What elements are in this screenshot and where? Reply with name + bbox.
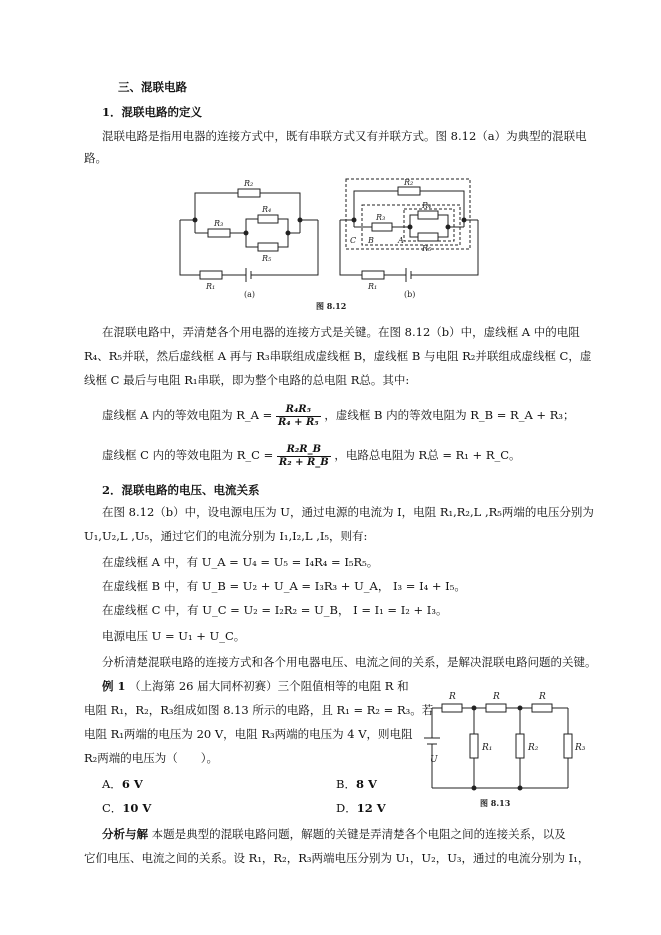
example-1-line-3: 电阻 R₁两端的电压为 20 V，电阻 R₃两端的电压为 4 V，则电阻 — [84, 727, 413, 741]
paragraph-4: 分析清楚混联电路的连接方式和各个用电器电压、电流之间的关系，是解决混联电路问题的关键。 — [102, 655, 597, 669]
equation-2-numerator: R₂R_B — [277, 444, 331, 457]
label-sub-b: (b) — [404, 290, 416, 299]
resistor-r4-b — [418, 211, 438, 219]
label-r-2: R — [493, 692, 500, 702]
equation-2-prefix: 虚线框 C 内的等效电阻为 R_C = — [102, 448, 274, 462]
figure-8-12 — [0, 175, 661, 310]
equation-2-denominator: R₂ + R_B — [278, 456, 329, 468]
paragraph-3-line-2: U₁,U₂,L ,U₅，通过它们的电流分别为 I₁,I₂,L ,I₅，则有: — [84, 529, 368, 543]
label-r-1: R — [449, 692, 456, 702]
example-1-text-1: （上海第 26 届大同杯初赛）三个阻值相等的电阻 R 和 — [129, 679, 409, 693]
example-1-line-2: 电阻 R₁，R₂，R₃组成如图 8.13 所示的电路，且 R₁ = R₂ = R₃。若 — [84, 703, 434, 717]
figure-8-13 — [422, 688, 602, 818]
resistor-r3-b — [372, 223, 392, 231]
resistor-r5-b — [418, 233, 438, 241]
equation-1-suffix: ，虚线框 B 内的等效电阻为 R_B = R_A + R₃； — [324, 408, 575, 422]
label-r1-813: R₁ — [482, 743, 493, 753]
relation-box-b: 在虚线框 B 中，有 U_B = U₂ + U_A = I₃R₃ + U_A， I₃ = I₄ + I₅。 — [102, 579, 466, 593]
circuit-a — [180, 189, 318, 282]
resistor-r5-a — [258, 243, 278, 251]
label-box-b: B — [368, 236, 374, 245]
option-d[interactable] — [336, 800, 386, 816]
resistor-r1-813 — [470, 734, 478, 758]
label-r2-b: R₂ — [404, 178, 414, 187]
relation-box-c: 在虚线框 C 中，有 U_C = U₂ = I₂R₂ = U_B， I = I₁ = I₂ + I₃。 — [102, 603, 448, 617]
label-box-a: A — [398, 236, 404, 245]
label-r-3: R — [539, 692, 546, 702]
dashed-box-c — [346, 179, 470, 249]
resistor-r4-a — [258, 215, 278, 223]
label-sub-a: (a) — [244, 290, 256, 299]
label-r5-a: R₅ — [262, 254, 272, 263]
example-1-line-1 — [102, 678, 409, 694]
subsection-title-2: 2．混联电路的电压、电流关系 — [102, 483, 260, 497]
label-r4-b: R₄ — [422, 201, 432, 210]
equation-1-numerator: R₄R₅ — [276, 404, 321, 417]
resistor-r-2 — [486, 704, 506, 712]
option-c-value: 10 V — [122, 801, 152, 815]
equation-1-denominator: R₄ + R₅ — [277, 416, 319, 428]
resistor-r1-b — [362, 271, 384, 279]
label-r3-b: R₃ — [376, 213, 386, 222]
example-label: 例 1 — [102, 679, 126, 693]
figure-8-12-caption: 图 8.12 — [316, 301, 347, 310]
label-r1-b: R₁ — [368, 282, 378, 291]
label-r5-b: R₅ — [422, 244, 432, 253]
resistor-r3-813 — [564, 734, 572, 758]
option-d-value: 12 V — [356, 801, 386, 815]
paragraph-3-line-1: 在图 8.12（b）中，设电源电压为 U，通过电源的电流为 I，电阻 R₁,R₂,L ,R₅两端的电压分别为 — [102, 505, 594, 519]
paragraph-1-line-1: 混联电路是指用电器的连接方式中，既有串联方式又有并联方式。图 8.12（a）为典型的混联电 — [102, 129, 587, 143]
option-c[interactable] — [102, 800, 151, 816]
figure-8-13-caption: 图 8.13 — [480, 798, 511, 808]
option-a-value: 6 V — [121, 777, 143, 791]
option-c-label: C． — [102, 801, 123, 815]
paragraph-2-line-1: 在混联电路中，弄清楚各个用电器的连接方式是关键。在图 8.12（b）中，虚线框 A 中的电阻 — [102, 325, 580, 339]
label-box-c: C — [350, 236, 357, 245]
resistor-r2-b — [398, 187, 420, 195]
label-u: U — [430, 755, 438, 765]
circuit-b — [340, 179, 478, 282]
label-r2-813: R₂ — [528, 743, 539, 753]
option-a-label: A． — [102, 777, 122, 791]
analysis-line-1 — [102, 826, 566, 842]
option-b[interactable] — [336, 776, 377, 792]
resistor-r-1 — [442, 704, 462, 712]
resistor-r2-813 — [516, 734, 524, 758]
equation-1 — [102, 400, 574, 430]
equation-2-fraction — [277, 444, 331, 469]
analysis-text-1: 本题是典型的混联电路问题，解题的关键是弄清楚各个电阻之间的连接关系，以及 — [151, 827, 566, 841]
analysis-label: 分析与解 — [102, 827, 148, 841]
equation-1-fraction — [276, 404, 321, 429]
equation-1-prefix: 虚线框 A 内的等效电阻为 R_A = — [102, 408, 273, 422]
relation-box-a: 在虚线框 A 中，有 U_A = U₄ = U₅ = I₄R₄ = I₅R₅。 — [102, 555, 379, 569]
label-r4-a: R₄ — [262, 205, 272, 214]
example-1-line-4: R₂两端的电压为（ ）。 — [84, 751, 219, 765]
label-r1-a: R₁ — [206, 282, 216, 291]
label-r3-a: R₃ — [214, 219, 224, 228]
equation-2-suffix: ，电路总电阻为 R总 = R₁ + R_C。 — [334, 448, 521, 462]
paragraph-2-line-3: 线框 C 最后与电阻 R₁串联，即为整个电路的总电阻 R总。其中: — [84, 373, 410, 387]
resistor-r2-a — [238, 189, 260, 197]
option-b-value: 8 V — [355, 777, 377, 791]
relation-source-voltage: 电源电压 U = U₁ + U_C。 — [102, 629, 246, 643]
paragraph-1-line-2: 路。 — [84, 151, 107, 165]
resistor-r3-a — [208, 229, 230, 237]
option-d-label: D． — [336, 801, 357, 815]
label-r3-813: R₃ — [575, 743, 586, 753]
section-title: 三、混联电路 — [118, 80, 187, 94]
paragraph-2-line-2: R₄、R₅并联，然后虚线框 A 再与 R₃串联组成虚线框 B，虚线框 B 与电阻 R₂并联组成虚线框 C，虚 — [84, 349, 592, 363]
analysis-line-2: 它们电压、电流之间的关系。设 R₁，R₂，R₃两端电压分别为 U₁，U₂，U₃，通过的电流分别为 I₁， — [84, 851, 590, 865]
option-a[interactable] — [102, 776, 143, 792]
equation-2 — [102, 440, 521, 470]
resistor-r1-a — [200, 271, 222, 279]
resistor-r-3 — [532, 704, 552, 712]
label-r2-a: R₂ — [244, 179, 254, 188]
option-b-label: B． — [336, 777, 356, 791]
subsection-title-1: 1．混联电路的定义 — [102, 105, 203, 119]
